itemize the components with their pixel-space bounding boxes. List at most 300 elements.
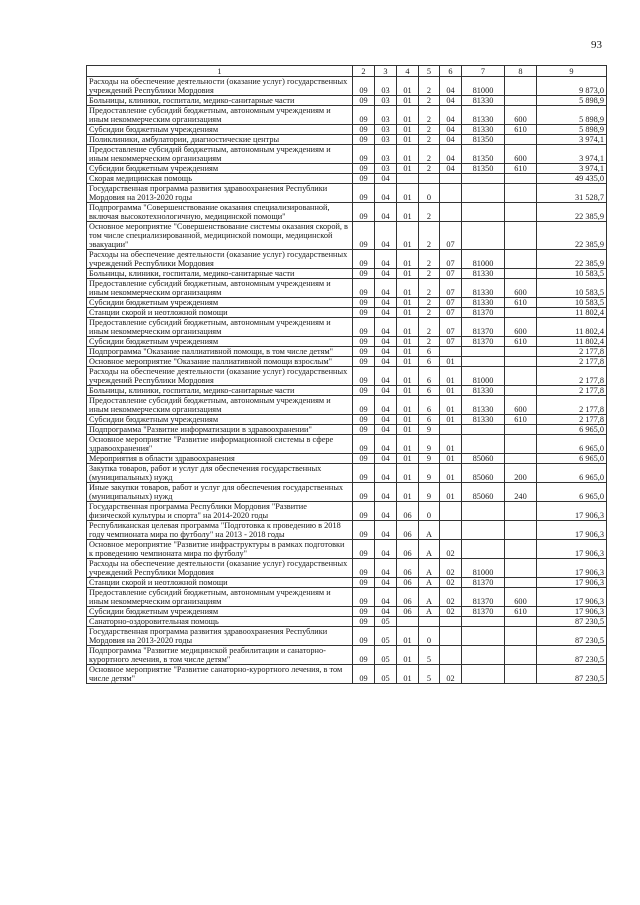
expense-type-code: 600 bbox=[505, 279, 537, 298]
table-row bbox=[87, 174, 607, 184]
expense-type-code: 600 bbox=[505, 396, 537, 415]
program-code: 01 bbox=[397, 646, 419, 665]
row-name: Основное мероприятие "Развитие инфраструктуры в рамках подготовки к проведению чемпионата мира по футболу" bbox=[87, 540, 353, 559]
program-code: 06 bbox=[397, 578, 419, 588]
row-amount: 5 898,9 bbox=[537, 125, 607, 135]
event-code: 01 bbox=[440, 435, 462, 454]
column-header: 2 bbox=[353, 66, 375, 77]
section-code: 09 bbox=[353, 502, 375, 521]
subprogram-code: А bbox=[419, 521, 440, 540]
program-code: 01 bbox=[397, 425, 419, 435]
row-amount: 2 177,8 bbox=[537, 415, 607, 425]
section-code: 09 bbox=[353, 578, 375, 588]
row-amount: 10 583,5 bbox=[537, 279, 607, 298]
event-code: 07 bbox=[440, 250, 462, 269]
section-code: 09 bbox=[353, 125, 375, 135]
expense-type-code: 240 bbox=[505, 483, 537, 502]
column-header: 8 bbox=[505, 66, 537, 77]
row-amount: 6 965,0 bbox=[537, 425, 607, 435]
table-row bbox=[87, 222, 607, 250]
direction-code: 81350 bbox=[462, 164, 505, 174]
row-name: Предоставление субсидий бюджетным, автономным учреждениям и иным некоммерческим организациям bbox=[87, 145, 353, 164]
expense-type-code bbox=[505, 203, 537, 222]
subsection-code: 04 bbox=[375, 578, 397, 588]
subsection-code: 04 bbox=[375, 337, 397, 347]
expense-type-code bbox=[505, 269, 537, 279]
program-code: 06 bbox=[397, 540, 419, 559]
table-row bbox=[87, 646, 607, 665]
subsection-code: 03 bbox=[375, 106, 397, 125]
table-row bbox=[87, 521, 607, 540]
table-row bbox=[87, 269, 607, 279]
table-row bbox=[87, 298, 607, 308]
expense-type-code: 610 bbox=[505, 298, 537, 308]
subsection-code: 04 bbox=[375, 588, 397, 607]
program-code: 01 bbox=[397, 347, 419, 357]
subsection-code: 04 bbox=[375, 308, 397, 318]
event-code bbox=[440, 203, 462, 222]
subprogram-code: 6 bbox=[419, 357, 440, 367]
subprogram-code: 2 bbox=[419, 298, 440, 308]
row-amount: 17 906,3 bbox=[537, 559, 607, 578]
table-row bbox=[87, 347, 607, 357]
table-row bbox=[87, 250, 607, 269]
subsection-code: 03 bbox=[375, 125, 397, 135]
row-name: Государственная программа Республики Мордовия "Развитие физической культуры и спорта" на 2014-2020 годы bbox=[87, 502, 353, 521]
program-code: 01 bbox=[397, 337, 419, 347]
section-code: 09 bbox=[353, 540, 375, 559]
subsection-code: 04 bbox=[375, 435, 397, 454]
table-row bbox=[87, 502, 607, 521]
subsection-code: 04 bbox=[375, 269, 397, 279]
event-code: 04 bbox=[440, 135, 462, 145]
direction-code bbox=[462, 646, 505, 665]
row-name: Субсидии бюджетным учреждениям bbox=[87, 125, 353, 135]
program-code: 01 bbox=[397, 203, 419, 222]
subsection-code: 05 bbox=[375, 617, 397, 627]
subsection-code: 05 bbox=[375, 665, 397, 684]
event-code bbox=[440, 347, 462, 357]
direction-code bbox=[462, 174, 505, 184]
subsection-code: 04 bbox=[375, 279, 397, 298]
direction-code: 81330 bbox=[462, 386, 505, 396]
table-row bbox=[87, 318, 607, 337]
subsection-code: 04 bbox=[375, 222, 397, 250]
event-code bbox=[440, 425, 462, 435]
subsection-code: 04 bbox=[375, 184, 397, 203]
row-amount: 87 230,5 bbox=[537, 665, 607, 684]
table-row bbox=[87, 627, 607, 646]
direction-code: 81330 bbox=[462, 96, 505, 106]
event-code: 02 bbox=[440, 540, 462, 559]
direction-code bbox=[462, 540, 505, 559]
table-row bbox=[87, 203, 607, 222]
row-name: Больницы, клиники, госпитали, медико-санитарные части bbox=[87, 386, 353, 396]
row-name: Санаторно-оздоровительная помощь bbox=[87, 617, 353, 627]
direction-code: 81370 bbox=[462, 337, 505, 347]
table-row bbox=[87, 279, 607, 298]
row-amount: 11 802,4 bbox=[537, 308, 607, 318]
row-name: Скорая медицинская помощь bbox=[87, 174, 353, 184]
expense-type-code bbox=[505, 386, 537, 396]
subsection-code: 04 bbox=[375, 396, 397, 415]
direction-code: 81000 bbox=[462, 77, 505, 96]
program-code: 01 bbox=[397, 415, 419, 425]
subprogram-code: 2 bbox=[419, 135, 440, 145]
row-name: Поликлиники, амбулатории, диагностические центры bbox=[87, 135, 353, 145]
program-code: 06 bbox=[397, 521, 419, 540]
row-name: Предоставление субсидий бюджетным, автономным учреждениям и иным некоммерческим организациям bbox=[87, 318, 353, 337]
row-name: Расходы на обеспечение деятельности (оказание услуг) государственных учреждений Республики Мордовия bbox=[87, 559, 353, 578]
program-code: 01 bbox=[397, 627, 419, 646]
row-amount: 49 435,0 bbox=[537, 174, 607, 184]
expense-type-code bbox=[505, 578, 537, 588]
direction-code: 81350 bbox=[462, 135, 505, 145]
row-name: Субсидии бюджетным учреждениям bbox=[87, 298, 353, 308]
table-row bbox=[87, 386, 607, 396]
direction-code bbox=[462, 357, 505, 367]
row-name: Расходы на обеспечение деятельности (оказание услуг) государственных учреждений Республики Мордовия bbox=[87, 367, 353, 386]
section-code: 09 bbox=[353, 521, 375, 540]
expense-type-code bbox=[505, 357, 537, 367]
row-name: Станции скорой и неотложной помощи bbox=[87, 578, 353, 588]
subsection-code: 04 bbox=[375, 464, 397, 483]
table-row bbox=[87, 184, 607, 203]
program-code: 01 bbox=[397, 483, 419, 502]
direction-code bbox=[462, 435, 505, 454]
expense-type-code: 600 bbox=[505, 588, 537, 607]
section-code: 09 bbox=[353, 386, 375, 396]
section-code: 09 bbox=[353, 627, 375, 646]
row-amount: 6 965,0 bbox=[537, 464, 607, 483]
row-amount: 17 906,3 bbox=[537, 521, 607, 540]
subprogram-code: 2 bbox=[419, 77, 440, 96]
event-code: 04 bbox=[440, 164, 462, 174]
table-row bbox=[87, 96, 607, 106]
expense-type-code bbox=[505, 250, 537, 269]
section-code: 09 bbox=[353, 77, 375, 96]
table-row bbox=[87, 425, 607, 435]
section-code: 09 bbox=[353, 308, 375, 318]
row-amount: 2 177,8 bbox=[537, 357, 607, 367]
section-code: 09 bbox=[353, 135, 375, 145]
table-row bbox=[87, 559, 607, 578]
program-code: 01 bbox=[397, 386, 419, 396]
row-amount: 2 177,8 bbox=[537, 347, 607, 357]
row-name: Подпрограмма "Развитие информатизации в здравоохранении" bbox=[87, 425, 353, 435]
expense-type-code bbox=[505, 617, 537, 627]
subsection-code: 04 bbox=[375, 203, 397, 222]
section-code: 09 bbox=[353, 337, 375, 347]
row-name: Подпрограмма "Оказание паллиативной помощи, в том числе детям" bbox=[87, 347, 353, 357]
direction-code: 81370 bbox=[462, 607, 505, 617]
subprogram-code: 9 bbox=[419, 483, 440, 502]
subprogram-code: А bbox=[419, 588, 440, 607]
subprogram-code: 2 bbox=[419, 269, 440, 279]
section-code: 09 bbox=[353, 396, 375, 415]
row-amount: 9 873,0 bbox=[537, 77, 607, 96]
table-row bbox=[87, 435, 607, 454]
row-amount: 3 974,1 bbox=[537, 135, 607, 145]
event-code: 07 bbox=[440, 222, 462, 250]
table-row bbox=[87, 135, 607, 145]
row-name: Основное мероприятие "Развитие информационной системы в сфере здравоохранения" bbox=[87, 435, 353, 454]
program-code: 06 bbox=[397, 607, 419, 617]
row-amount: 17 906,3 bbox=[537, 578, 607, 588]
event-code: 01 bbox=[440, 367, 462, 386]
subsection-code: 04 bbox=[375, 347, 397, 357]
event-code: 01 bbox=[440, 415, 462, 425]
row-amount: 17 906,3 bbox=[537, 607, 607, 617]
direction-code: 81370 bbox=[462, 578, 505, 588]
subprogram-code: 6 bbox=[419, 367, 440, 386]
event-code: 01 bbox=[440, 464, 462, 483]
row-amount: 22 385,9 bbox=[537, 203, 607, 222]
program-code: 01 bbox=[397, 298, 419, 308]
subprogram-code: 2 bbox=[419, 125, 440, 135]
direction-code bbox=[462, 425, 505, 435]
section-code: 09 bbox=[353, 106, 375, 125]
event-code bbox=[440, 184, 462, 203]
event-code: 04 bbox=[440, 77, 462, 96]
event-code: 07 bbox=[440, 269, 462, 279]
table-row bbox=[87, 578, 607, 588]
row-name: Расходы на обеспечение деятельности (оказание услуг) государственных учреждений Республики Мордовия bbox=[87, 250, 353, 269]
row-name: Государственная программа развития здравоохранения Республики Мордовия на 2013-2020 годы bbox=[87, 627, 353, 646]
event-code bbox=[440, 521, 462, 540]
program-code: 01 bbox=[397, 184, 419, 203]
header-row bbox=[87, 66, 607, 77]
row-name: Расходы на обеспечение деятельности (оказание услуг) государственных учреждений Республики Мордовия bbox=[87, 77, 353, 96]
direction-code: 81330 bbox=[462, 106, 505, 125]
subsection-code: 04 bbox=[375, 174, 397, 184]
event-code: 07 bbox=[440, 308, 462, 318]
expense-type-code bbox=[505, 521, 537, 540]
event-code bbox=[440, 502, 462, 521]
program-code: 01 bbox=[397, 145, 419, 164]
event-code: 01 bbox=[440, 454, 462, 464]
program-code: 01 bbox=[397, 125, 419, 135]
column-header: 3 bbox=[375, 66, 397, 77]
direction-code: 81330 bbox=[462, 269, 505, 279]
expense-type-code bbox=[505, 308, 537, 318]
section-code: 09 bbox=[353, 588, 375, 607]
row-amount: 17 906,3 bbox=[537, 502, 607, 521]
section-code: 09 bbox=[353, 222, 375, 250]
event-code bbox=[440, 174, 462, 184]
table-row bbox=[87, 415, 607, 425]
row-name: Мероприятия в области здравоохранения bbox=[87, 454, 353, 464]
program-code: 01 bbox=[397, 396, 419, 415]
section-code: 09 bbox=[353, 96, 375, 106]
row-name: Больницы, клиники, госпитали, медико-санитарные части bbox=[87, 96, 353, 106]
subprogram-code: 6 bbox=[419, 347, 440, 357]
expense-type-code bbox=[505, 502, 537, 521]
row-amount: 5 898,9 bbox=[537, 106, 607, 125]
section-code: 09 bbox=[353, 145, 375, 164]
program-code bbox=[397, 174, 419, 184]
section-code: 09 bbox=[353, 665, 375, 684]
row-amount: 6 965,0 bbox=[537, 454, 607, 464]
expense-type-code bbox=[505, 559, 537, 578]
section-code: 09 bbox=[353, 367, 375, 386]
subsection-code: 04 bbox=[375, 318, 397, 337]
event-code: 01 bbox=[440, 396, 462, 415]
row-name: Субсидии бюджетным учреждениям bbox=[87, 607, 353, 617]
table-row bbox=[87, 106, 607, 125]
section-code: 09 bbox=[353, 425, 375, 435]
row-name: Предоставление субсидий бюджетным, автономным учреждениям и иным некоммерческим организациям bbox=[87, 279, 353, 298]
row-name: Станции скорой и неотложной помощи bbox=[87, 308, 353, 318]
section-code: 09 bbox=[353, 357, 375, 367]
subprogram-code: 9 bbox=[419, 435, 440, 454]
direction-code bbox=[462, 617, 505, 627]
section-code: 09 bbox=[353, 415, 375, 425]
subprogram-code bbox=[419, 174, 440, 184]
event-code bbox=[440, 646, 462, 665]
direction-code: 81330 bbox=[462, 298, 505, 308]
subprogram-code: 2 bbox=[419, 164, 440, 174]
table-row bbox=[87, 367, 607, 386]
expense-type-code bbox=[505, 77, 537, 96]
section-code: 09 bbox=[353, 318, 375, 337]
program-code: 01 bbox=[397, 135, 419, 145]
column-header: 1 bbox=[87, 66, 353, 77]
row-amount: 87 230,5 bbox=[537, 617, 607, 627]
subprogram-code: 2 bbox=[419, 308, 440, 318]
subprogram-code: 0 bbox=[419, 502, 440, 521]
table-row bbox=[87, 665, 607, 684]
section-code: 09 bbox=[353, 250, 375, 269]
section-code: 09 bbox=[353, 279, 375, 298]
row-name: Субсидии бюджетным учреждениям bbox=[87, 164, 353, 174]
row-name: Предоставление субсидий бюджетным, автономным учреждениям и иным некоммерческим организациям bbox=[87, 588, 353, 607]
expense-type-code bbox=[505, 454, 537, 464]
direction-code: 81330 bbox=[462, 396, 505, 415]
program-code: 06 bbox=[397, 502, 419, 521]
expense-type-code bbox=[505, 96, 537, 106]
program-code: 06 bbox=[397, 559, 419, 578]
expense-type-code: 610 bbox=[505, 164, 537, 174]
subprogram-code: 2 bbox=[419, 279, 440, 298]
direction-code bbox=[462, 222, 505, 250]
row-name: Закупка товаров, работ и услуг для обеспечения государственных (муниципальных) нужд bbox=[87, 464, 353, 483]
expense-type-code bbox=[505, 347, 537, 357]
row-amount: 10 583,5 bbox=[537, 298, 607, 308]
subsection-code: 04 bbox=[375, 386, 397, 396]
event-code: 04 bbox=[440, 96, 462, 106]
expense-type-code bbox=[505, 435, 537, 454]
expense-type-code bbox=[505, 540, 537, 559]
row-name: Государственная программа развития здравоохранения Республики Мордовия на 2013-2020 годы bbox=[87, 184, 353, 203]
row-name: Подпрограмма "Развитие медицинской реабилитации и санаторно-курортного лечения, в том числе детям" bbox=[87, 646, 353, 665]
row-amount: 87 230,5 bbox=[537, 627, 607, 646]
program-code: 06 bbox=[397, 588, 419, 607]
section-code: 09 bbox=[353, 435, 375, 454]
subsection-code: 05 bbox=[375, 646, 397, 665]
subprogram-code: 0 bbox=[419, 627, 440, 646]
subsection-code: 04 bbox=[375, 540, 397, 559]
row-amount: 6 965,0 bbox=[537, 435, 607, 454]
subsection-code: 04 bbox=[375, 454, 397, 464]
program-code: 01 bbox=[397, 454, 419, 464]
subprogram-code: А bbox=[419, 578, 440, 588]
table-row bbox=[87, 308, 607, 318]
row-name: Подпрограмма "Совершенствование оказания специализированной, включая высокотехнологичную, медицинской помощи" bbox=[87, 203, 353, 222]
row-name: Республиканская целевая программа "Подготовка к проведению в 2018 году чемпионата мира по футболу" на 2013 - 2018 годы bbox=[87, 521, 353, 540]
row-amount: 5 898,9 bbox=[537, 96, 607, 106]
table-row bbox=[87, 588, 607, 607]
subsection-code: 04 bbox=[375, 559, 397, 578]
direction-code: 85060 bbox=[462, 464, 505, 483]
section-code: 09 bbox=[353, 454, 375, 464]
row-name: Основное мероприятие "Развитие санаторно-курортного лечения, в том числе детям" bbox=[87, 665, 353, 684]
direction-code bbox=[462, 203, 505, 222]
subprogram-code: 0 bbox=[419, 184, 440, 203]
event-code: 02 bbox=[440, 607, 462, 617]
subprogram-code: 5 bbox=[419, 646, 440, 665]
row-name: Субсидии бюджетным учреждениям bbox=[87, 337, 353, 347]
row-amount: 31 528,7 bbox=[537, 184, 607, 203]
direction-code: 85060 bbox=[462, 483, 505, 502]
subprogram-code: А bbox=[419, 607, 440, 617]
column-header: 7 bbox=[462, 66, 505, 77]
row-name: Основное мероприятие "Оказание паллиативной помощи взрослым" bbox=[87, 357, 353, 367]
row-amount: 17 906,3 bbox=[537, 588, 607, 607]
table-row bbox=[87, 125, 607, 135]
column-header: 5 bbox=[419, 66, 440, 77]
section-code: 09 bbox=[353, 184, 375, 203]
expense-type-code: 600 bbox=[505, 106, 537, 125]
event-code: 04 bbox=[440, 125, 462, 135]
program-code: 01 bbox=[397, 164, 419, 174]
section-code: 09 bbox=[353, 174, 375, 184]
program-code: 01 bbox=[397, 96, 419, 106]
row-amount: 17 906,3 bbox=[537, 540, 607, 559]
subsection-code: 04 bbox=[375, 521, 397, 540]
budget-table bbox=[86, 65, 607, 684]
expense-type-code: 600 bbox=[505, 145, 537, 164]
column-header: 6 bbox=[440, 66, 462, 77]
program-code: 01 bbox=[397, 250, 419, 269]
row-amount: 87 230,5 bbox=[537, 646, 607, 665]
subprogram-code: 2 bbox=[419, 337, 440, 347]
row-amount: 2 177,8 bbox=[537, 386, 607, 396]
subprogram-code: 2 bbox=[419, 203, 440, 222]
table-row bbox=[87, 464, 607, 483]
expense-type-code bbox=[505, 135, 537, 145]
table-row bbox=[87, 607, 607, 617]
subprogram-code bbox=[419, 617, 440, 627]
table-row bbox=[87, 396, 607, 415]
event-code: 04 bbox=[440, 106, 462, 125]
section-code: 09 bbox=[353, 464, 375, 483]
subsection-code: 03 bbox=[375, 135, 397, 145]
direction-code: 81000 bbox=[462, 367, 505, 386]
direction-code: 81370 bbox=[462, 318, 505, 337]
event-code: 07 bbox=[440, 298, 462, 308]
subprogram-code: 2 bbox=[419, 106, 440, 125]
subprogram-code: 2 bbox=[419, 318, 440, 337]
section-code: 09 bbox=[353, 559, 375, 578]
direction-code: 85060 bbox=[462, 454, 505, 464]
subprogram-code: 6 bbox=[419, 386, 440, 396]
expense-type-code: 610 bbox=[505, 337, 537, 347]
direction-code bbox=[462, 521, 505, 540]
direction-code: 81000 bbox=[462, 250, 505, 269]
subsection-code: 03 bbox=[375, 77, 397, 96]
row-amount: 11 802,4 bbox=[537, 337, 607, 347]
